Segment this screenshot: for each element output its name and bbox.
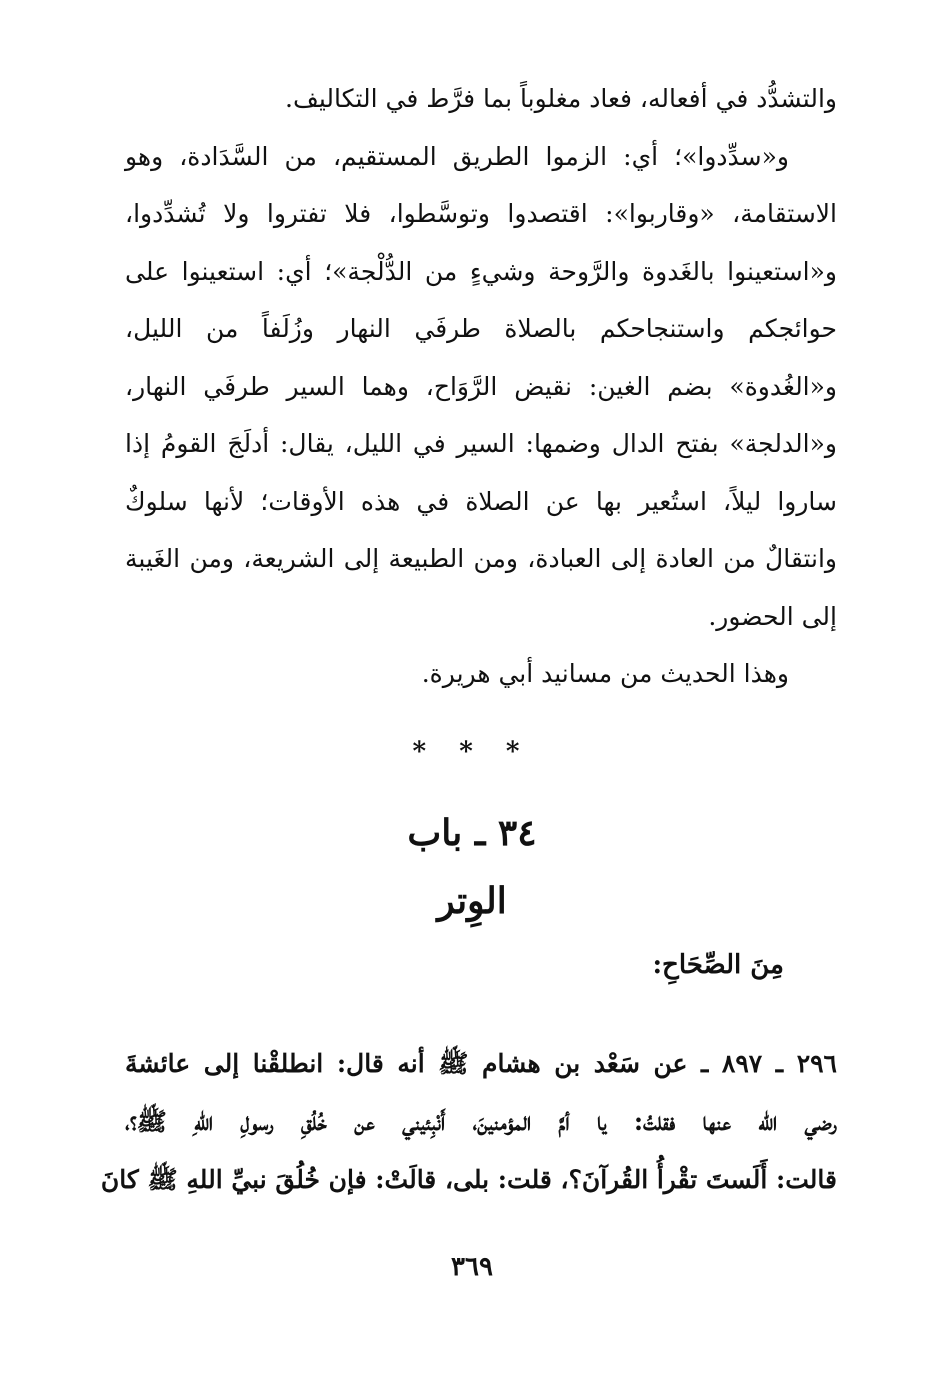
text-line: و«استعينوا بالغَدوة والرَّوحة وشيءٍ من الدُّلْجة»؛ أي: استعينوا على xyxy=(125,256,837,286)
text-line: والتشدُّد في أفعاله، فعاد مغلوباً بما فرَّط في التكاليف. xyxy=(285,84,837,113)
text-line: و«سدِّدوا»؛ أي: الزموا الطريق المستقيم، من السَّدَادة، وهو xyxy=(125,141,789,171)
paragraph-2 xyxy=(125,128,837,646)
text-line: و«الدلجة» بفتح الدال وضمها: السير في الليل، يقال: أدلَجَ القومُ إذا xyxy=(125,429,837,458)
hadith-line: ٢٩٦ ـ ٨٩٧ ـ عن سَعْد بن هشام ﷺ أنه قال: انطلقْنا إلى عائشةَ xyxy=(125,1049,837,1078)
text-line: وانتقالٌ من العادة إلى العبادة، ومن الطبيعة إلى الشريعة، ومن الغَيبة xyxy=(125,544,837,573)
section-separator: * * * xyxy=(412,737,532,767)
hadith-line: رضي الله عنها فقلتُ: يا أمَّ المؤمنينَ، أَنْبِئيني عن خُلُقِ رسولِ اللهِ ﷺ؟، xyxy=(125,1107,837,1136)
hadith-line: قالت: أَلَستَ تقْرأُ القُرآنَ؟، قلت: بلى، قالَتْ: فإن خُلُقَ نبيِّ اللهِ ﷺ كانَ xyxy=(100,1165,837,1194)
chapter-title: الوِتر xyxy=(437,880,507,922)
text-line: و«الغُدوة» بضم الغين: نقيض الرَّوَاح، وهما السير طرفَي النهار، xyxy=(125,371,837,401)
chapter-number: ٣٤ ـ باب xyxy=(407,812,537,854)
hadith-text xyxy=(100,1035,837,1209)
commentary-text xyxy=(125,70,837,703)
text-line: الاستقامة، «وقاربوا»: اقتصدوا وتوسَّطوا، فلا تفتروا ولا تُشدِّدوا، xyxy=(125,199,837,228)
section-label: مِنَ الصِّحَاحِ: xyxy=(652,950,784,980)
text-line: إلى الحضور. xyxy=(708,601,837,631)
conclusion-line: وهذا الحديث من مسانيد أبي هريرة. xyxy=(421,659,789,688)
page-number: ٣٦٩ xyxy=(451,1252,493,1282)
text-line: ساروا ليلاً، استُعير بها عن الصلاة في هذه الأوقات؛ لأنها سلوكٌ xyxy=(125,486,837,516)
paragraph-1 xyxy=(125,70,837,128)
text-line: حوائجكم واستنجاحكم بالصلاة طرفَي النهار وزُلَفاً من الليل، xyxy=(125,314,837,343)
